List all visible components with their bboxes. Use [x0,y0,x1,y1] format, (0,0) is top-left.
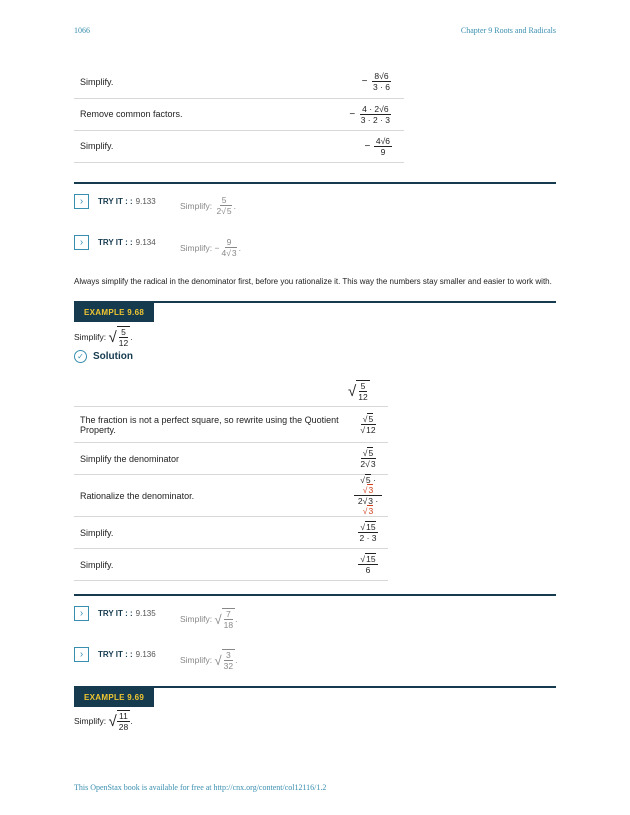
try-problem: Simplify: √ $\frac{7}{18}$ . [180,609,238,630]
chevron-right-icon[interactable]: › [74,606,89,621]
fraction: $\frac{√5}{√12}$ [360,414,376,435]
try-it-9-135: › TRY IT : : 9.135 [74,605,156,621]
try-problem: Simplify: − $\frac{9}{4√3}$ . [180,237,241,258]
table-row [74,443,388,475]
table-row [74,130,404,162]
fraction: $\frac{5}{2√5}$ [216,195,232,216]
step-label: Simplify. [74,66,290,98]
section-divider [74,182,556,184]
fraction: $\frac{4√6}{9}$ [375,135,390,157]
section-divider [74,594,556,596]
try-it-9-136: › TRY IT : : 9.136 [74,646,156,662]
fraction: $\frac{√15}{2 \cdot 3}$ [359,522,377,543]
check-circle-icon: ✓ [74,350,87,363]
fraction: $\frac{7}{18}$ [223,609,234,630]
radical-sign: √ [214,652,222,668]
solution-heading: ✓ Solution [74,350,133,363]
fraction: $\frac{5}{12}$ [118,327,129,348]
try-problem: Simplify: $\frac{5}{2√5}$ . [180,195,237,216]
steps-table-2 [74,406,388,581]
fraction: $\frac{√15}{6}$ [360,554,376,575]
fraction: $\frac{4 \cdot 2√6}{3 \cdot 2 \cdot 3}$ [360,103,390,125]
chevron-right-icon[interactable]: › [74,235,89,250]
steps-table-1 [74,66,404,163]
radical-sign: √ [348,382,357,400]
table-row [74,66,404,98]
table-row [74,549,388,581]
page-number: 1066 [74,26,90,35]
minus-sign: − [364,140,371,152]
step-label: Rationalize the denominator. [74,475,348,517]
fraction: $\frac{9}{4√3}$ [221,237,237,258]
table-row [74,98,404,130]
radical-sign: √ [108,712,117,730]
table-row [74,407,388,443]
note-text: Always simplify the radical in the denominator first, before you rationalize it. This way the numbers stay smaller and easier to work with. [74,277,552,286]
fraction: $\frac{11}{28}$ [118,711,129,732]
chapter-title: Chapter 9 Roots and Radicals [460,26,556,35]
step-label: Simplify. [74,517,348,549]
example-problem: Simplify: √ $\frac{11}{28}$ . [74,711,133,732]
fraction: $\frac{√5 \cdot √3}{2√3 \cdot √3}$ [354,475,382,516]
table-row [74,475,388,517]
example-label: EXAMPLE 9.69 [74,688,154,707]
try-it-9-134: › TRY IT : : 9.134 [74,234,156,250]
example-problem: Simplify: √ $\frac{5}{12}$ . [74,327,133,348]
chevron-right-icon[interactable]: › [74,647,89,662]
fraction: $\frac{8√6}{3 \cdot 6}$ [372,71,390,93]
radical-sign: √ [108,328,117,346]
chevron-right-icon[interactable]: › [74,194,89,209]
step-label: Simplify the denominator [74,443,348,475]
minus-sign: − [349,108,356,120]
solution-start-expression [348,380,370,402]
fraction: $\frac{3}{32}$ [223,650,234,671]
fraction: $\frac{5}{12}$ [358,381,368,402]
table-row [74,517,388,549]
example-label: EXAMPLE 9.68 [74,303,154,322]
step-label: Simplify. [74,549,348,581]
step-label: Simplify. [74,130,290,162]
step-label: Remove common factors. [74,98,290,130]
fraction: $\frac{√5}{2√3}$ [360,448,376,469]
minus-sign: − [361,76,368,88]
try-it-9-133: › TRY IT : : 9.133 [74,193,156,209]
step-label: The fraction is not a perfect square, so rewrite using the Quotient Property. [74,407,348,443]
radical-sign: √ [214,611,222,627]
footer-text: This OpenStax book is available for free at http://cnx.org/content/col12116/1.2 [74,783,327,792]
try-problem: Simplify: √ $\frac{3}{32}$ . [180,650,238,671]
